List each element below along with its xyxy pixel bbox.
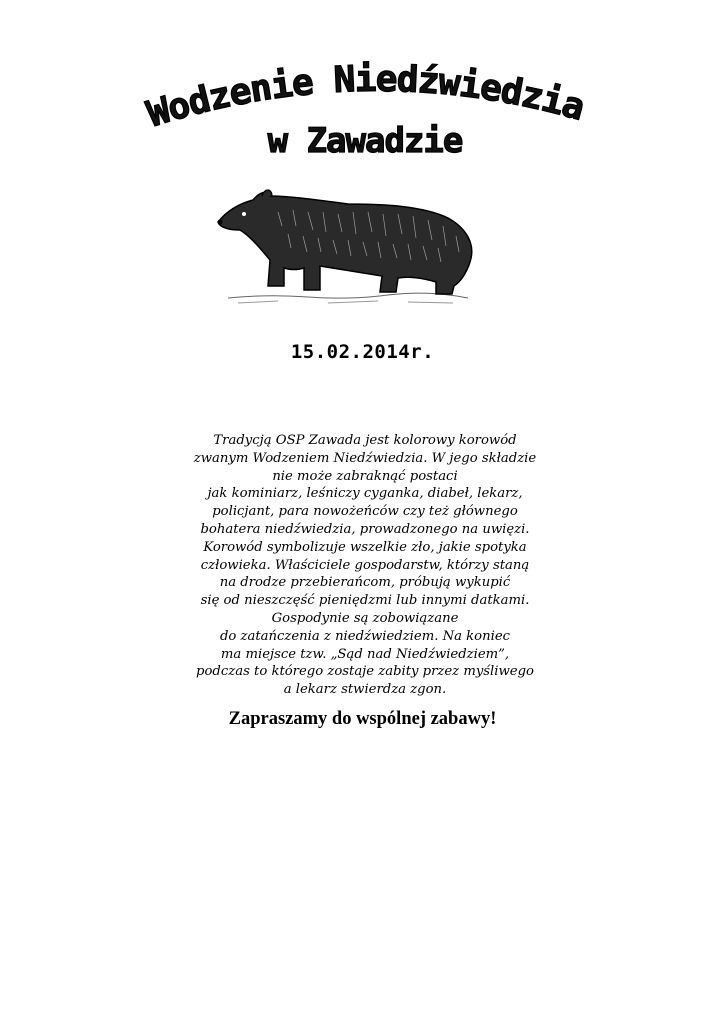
bear-illustration xyxy=(208,182,480,308)
description-line: bohatera niedźwiedzia, prowadzonego na uwięzi. xyxy=(200,521,530,537)
invitation-text: Zapraszamy do wspólnej zabawy! xyxy=(228,709,497,729)
description-line: człowieka. Właściciele gospodarstw, którzy staną xyxy=(200,557,530,573)
description-line: jak kominiarz, leśniczy cyganka, diabeł, lekarz, xyxy=(207,486,523,502)
title-wordart xyxy=(100,60,630,170)
description-line: a lekarz stwierdza zgon. xyxy=(283,682,447,698)
description-line: policjant, para nowożeńców czy też głównego xyxy=(212,504,518,520)
description-line: nie może zabraknąć postaci xyxy=(272,468,458,484)
description-line: zwanym Wodzeniem Niedźwiedzia. W jego składzie xyxy=(193,450,537,466)
description-line: podczas to którego zostaje zabity przez myśliwego xyxy=(196,664,534,680)
title-line-2: w Zawadzie xyxy=(267,121,463,161)
event-date: 15.02.2014r. xyxy=(290,341,435,363)
description-line: Tradycją OSP Zawada jest kolorowy korowód xyxy=(213,433,517,448)
title-line-1: Wodzenie Niedźwiedzia xyxy=(142,60,589,136)
description-line: Korowód symbolizuje wszelkie zło, jakie spotyka xyxy=(203,539,527,555)
description-line: się od nieszczęść pieniędzmi lub innymi datkami. xyxy=(200,593,530,609)
description-line: na drodze przebierańcom, próbują wykupić xyxy=(219,575,511,591)
event-description xyxy=(120,432,610,699)
description-line: ma miejsce tzw. „Sąd nad Niedźwiedziem”, xyxy=(220,646,510,662)
description-line: Gospodynie są zobowiązane xyxy=(271,610,459,626)
description-line: do zatańczenia z niedźwiedziem. Na koniec xyxy=(219,628,511,644)
